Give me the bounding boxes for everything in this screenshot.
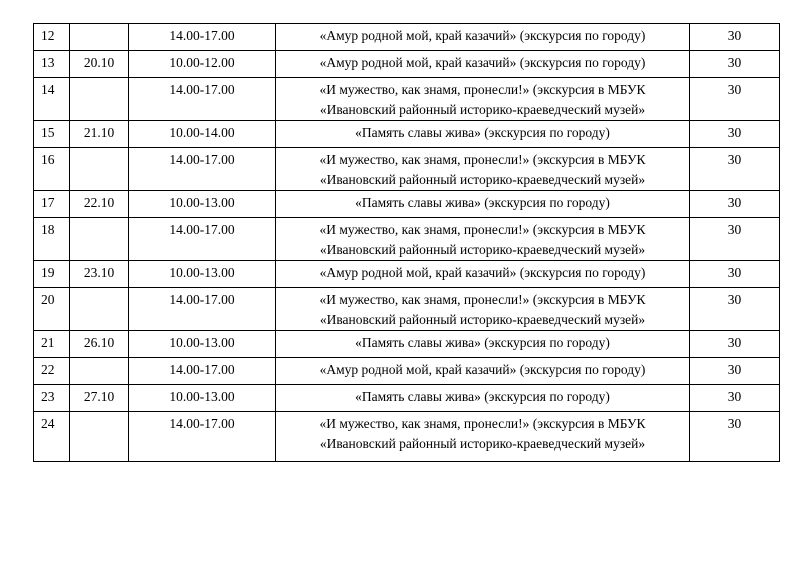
participants-count-cell: 30 [690, 218, 780, 261]
event-text-line: «И мужество, как знамя, пронесли!» (экскурсия в МБУК [319, 152, 646, 167]
event-text-line: «Ивановский районный историко-краеведческий музей» [319, 312, 646, 327]
table-row [34, 261, 780, 288]
time-cell: 14.00-17.00 [129, 24, 276, 51]
row-number-cell: 19 [34, 261, 70, 288]
time-cell: 14.00-17.00 [129, 218, 276, 261]
row-number-cell: 14 [34, 78, 70, 121]
event-cell [276, 51, 690, 78]
event-cell [276, 121, 690, 148]
table-row [34, 191, 780, 218]
event-cell [276, 358, 690, 385]
event-cell [276, 331, 690, 358]
table-row [34, 24, 780, 51]
event-cell [276, 218, 690, 261]
event-cell [276, 78, 690, 121]
event-cell [276, 191, 690, 218]
event-cell [276, 412, 690, 462]
event-text-line: «Память славы жива» (экскурсия по городу) [355, 335, 610, 350]
date-cell: 21.10 [70, 121, 129, 148]
event-text-line: «Ивановский районный историко-краеведческий музей» [319, 242, 646, 257]
row-number-cell: 23 [34, 385, 70, 412]
row-number-cell: 24 [34, 412, 70, 462]
event-text-line: «Память славы жива» (экскурсия по городу) [355, 389, 610, 404]
row-number-cell: 22 [34, 358, 70, 385]
event-text-line: «И мужество, как знамя, пронесли!» (экскурсия в МБУК [319, 82, 646, 97]
event-cell [276, 385, 690, 412]
event-cell [276, 24, 690, 51]
time-cell: 10.00-13.00 [129, 331, 276, 358]
table-row [34, 358, 780, 385]
date-cell [70, 24, 129, 51]
time-cell: 14.00-17.00 [129, 148, 276, 191]
row-number-cell: 17 [34, 191, 70, 218]
time-cell: 10.00-13.00 [129, 191, 276, 218]
table-row [34, 331, 780, 358]
event-cell [276, 288, 690, 331]
row-number-cell: 13 [34, 51, 70, 78]
event-text-line: «Память славы жива» (экскурсия по городу) [355, 125, 610, 140]
time-cell: 10.00-13.00 [129, 261, 276, 288]
table-row [34, 385, 780, 412]
event-text-line: «Амур родной мой, край казачий» (экскурсия по городу) [319, 28, 646, 43]
event-cell [276, 261, 690, 288]
date-cell [70, 288, 129, 331]
event-text-line: «Амур родной мой, край казачий» (экскурсия по городу) [319, 55, 646, 70]
table-row [34, 218, 780, 261]
schedule-table-body [34, 24, 780, 462]
date-cell [70, 358, 129, 385]
participants-count-cell: 30 [690, 358, 780, 385]
participants-count-cell: 30 [690, 385, 780, 412]
row-number-cell: 16 [34, 148, 70, 191]
participants-count-cell: 30 [690, 191, 780, 218]
time-cell: 14.00-17.00 [129, 78, 276, 121]
schedule-table [33, 23, 780, 462]
time-cell: 10.00-13.00 [129, 385, 276, 412]
event-text-line: «Амур родной мой, край казачий» (экскурсия по городу) [319, 265, 646, 280]
event-text-line: «И мужество, как знамя, пронесли!» (экскурсия в МБУК [319, 292, 646, 307]
date-cell: 20.10 [70, 51, 129, 78]
time-cell: 10.00-14.00 [129, 121, 276, 148]
participants-count-cell: 30 [690, 78, 780, 121]
event-text-line: «Амур родной мой, край казачий» (экскурсия по городу) [319, 362, 646, 377]
participants-count-cell: 30 [690, 331, 780, 358]
participants-count-cell: 30 [690, 412, 780, 462]
table-row [34, 78, 780, 121]
row-number-cell: 18 [34, 218, 70, 261]
row-number-cell: 12 [34, 24, 70, 51]
event-text-line: «И мужество, как знамя, пронесли!» (экскурсия в МБУК [319, 222, 646, 237]
date-cell: 27.10 [70, 385, 129, 412]
table-row [34, 121, 780, 148]
participants-count-cell: 30 [690, 288, 780, 331]
participants-count-cell: 30 [690, 121, 780, 148]
participants-count-cell: 30 [690, 24, 780, 51]
date-cell [70, 148, 129, 191]
date-cell [70, 412, 129, 462]
row-number-cell: 20 [34, 288, 70, 331]
participants-count-cell: 30 [690, 261, 780, 288]
event-text-line: «Ивановский районный историко-краеведческий музей» [319, 102, 646, 117]
table-row [34, 288, 780, 331]
row-number-cell: 15 [34, 121, 70, 148]
event-text-line: «Память славы жива» (экскурсия по городу) [355, 195, 610, 210]
time-cell: 14.00-17.00 [129, 412, 276, 462]
date-cell [70, 78, 129, 121]
participants-count-cell: 30 [690, 51, 780, 78]
table-row [34, 51, 780, 78]
table-row [34, 148, 780, 191]
table-row [34, 412, 780, 462]
event-text-line: «И мужество, как знамя, пронесли!» (экскурсия в МБУК [319, 416, 646, 431]
time-cell: 14.00-17.00 [129, 288, 276, 331]
date-cell: 23.10 [70, 261, 129, 288]
date-cell: 26.10 [70, 331, 129, 358]
row-number-cell: 21 [34, 331, 70, 358]
participants-count-cell: 30 [690, 148, 780, 191]
event-text-line: «Ивановский районный историко-краеведческий музей» [319, 172, 646, 187]
time-cell: 10.00-12.00 [129, 51, 276, 78]
time-cell: 14.00-17.00 [129, 358, 276, 385]
event-cell [276, 148, 690, 191]
date-cell [70, 218, 129, 261]
event-text-line: «Ивановский районный историко-краеведческий музей» [319, 436, 646, 451]
date-cell: 22.10 [70, 191, 129, 218]
